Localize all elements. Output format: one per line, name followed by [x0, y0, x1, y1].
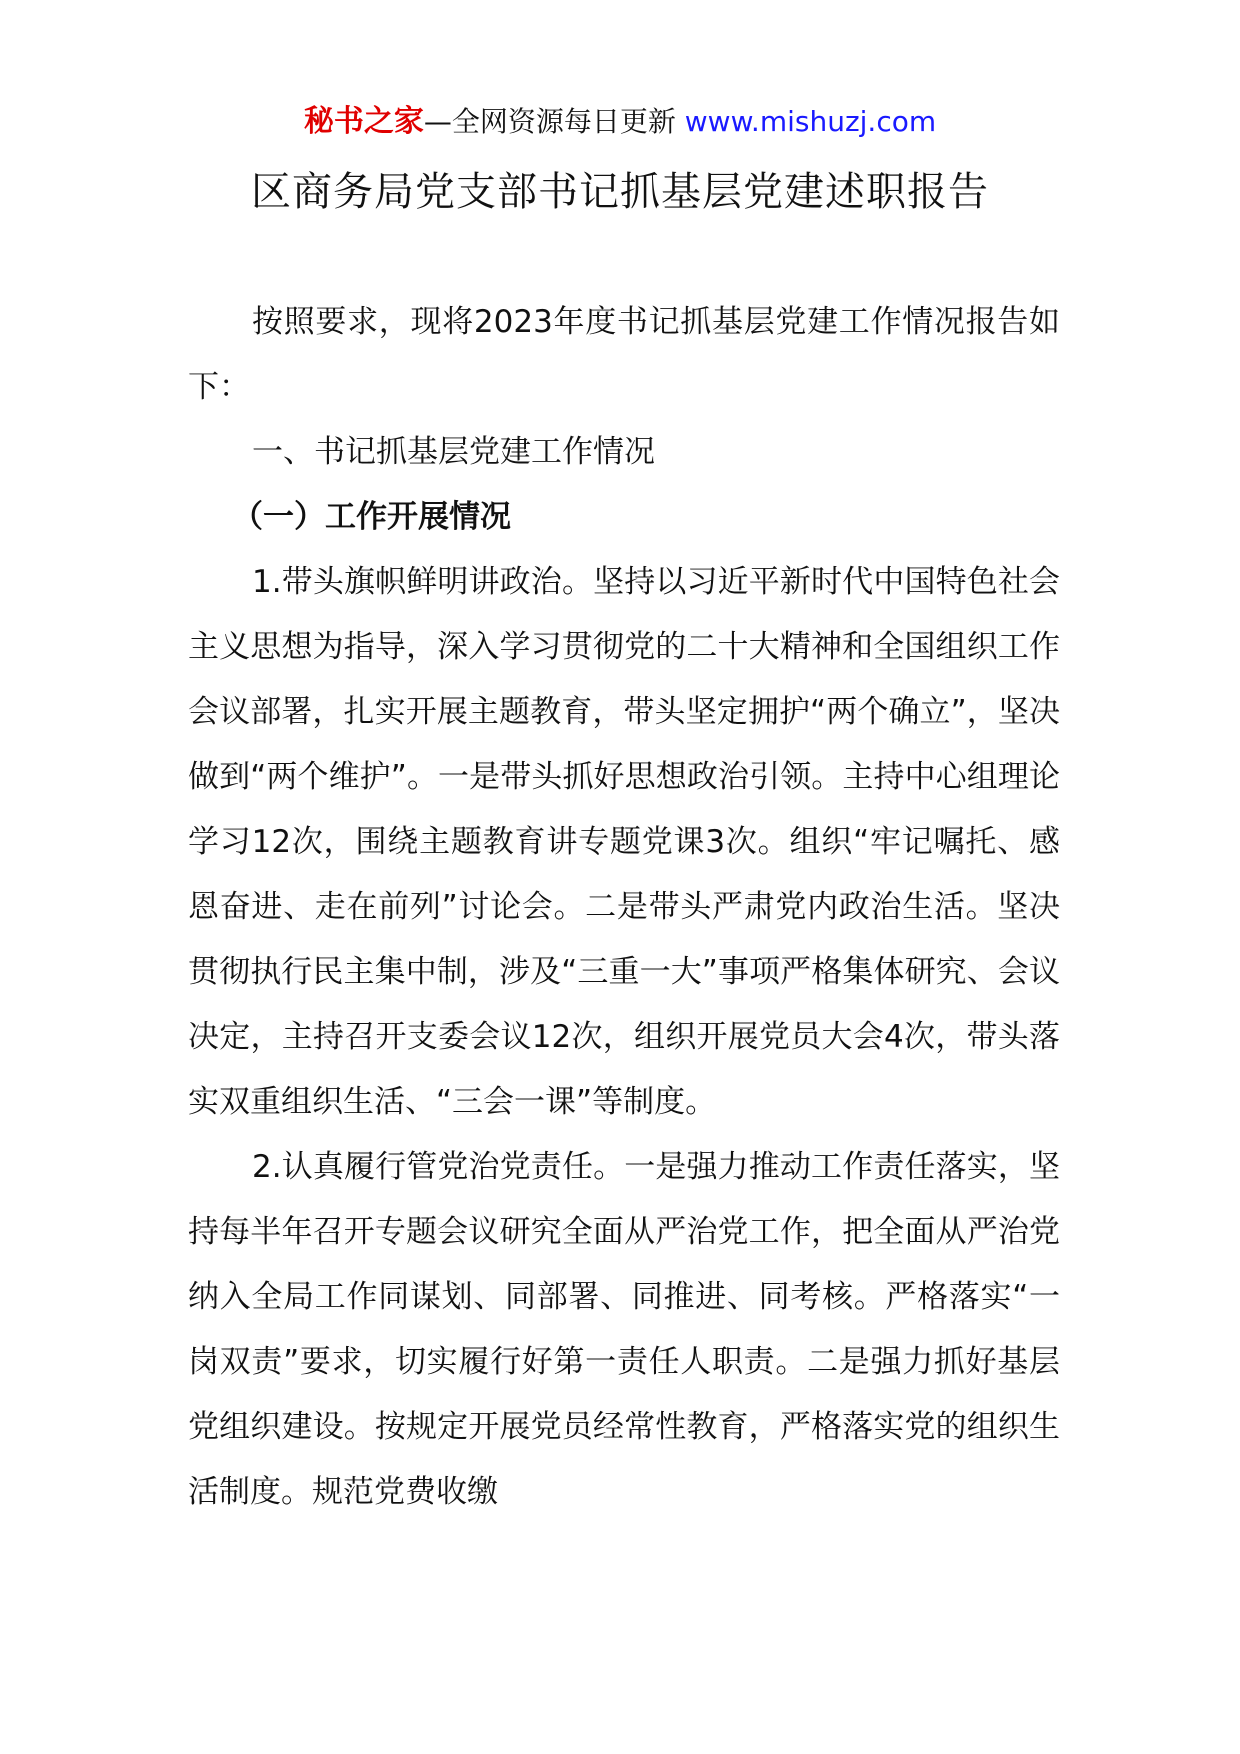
site-header [0, 100, 1240, 144]
subsection-heading: （一）工作开展情况 [232, 499, 511, 535]
section-heading: 一、书记抓基层党建工作情况 [252, 434, 655, 470]
header-slogan: —全网资源每日更新 [423, 105, 676, 138]
body-paragraph: 2.认真履行管党治党责任。一是强力推动工作责任落实，坚持每半年召开专题会议研究全面从严治党工作，把全面从严治党纳入全局工作同谋划、同部署、同推进、同考核。严格落实“一岗双责”要求，切实履行好第一责任人职责。二是强力抓好基层党组织建设。按规定开展党员经常性教育，严格落实党的组织生活制度。规范党费收缴 [188, 1149, 1060, 1510]
site-url-link[interactable]: www.mishuzj.com [684, 105, 937, 138]
intro-paragraph: 按照要求，现将2023年度书记抓基层党建工作情况报告如下： [188, 304, 1060, 405]
document-title: 区商务局党支部书记抓基层党建述职报告 [251, 169, 989, 215]
body-paragraph: 1.带头旗帜鲜明讲政治。坚持以习近平新时代中国特色社会主义思想为指导，深入学习贯彻党的二十大精神和全国组织工作会议部署，扎实开展主题教育，带头坚定拥护“两个确立”，坚决做到“两个维护”。一是带头抓好思想政治引领。主持中心组理论学习12次，围绕主题教育讲专题党课3次。组织“牢记嘱托、感恩奋进、走在前列”讨论会。二是带头严肃党内政治生活。坚决贯彻执行民主集中制，涉及“三重一大”事项严格集体研究、会议决定，主持召开支委会议12次，组织开展党员大会4次，带头落实双重组织生活、“三会一课”等制度。 [188, 564, 1060, 1120]
document-body [188, 290, 1060, 1525]
brand-name: 秘书之家 [303, 104, 424, 139]
